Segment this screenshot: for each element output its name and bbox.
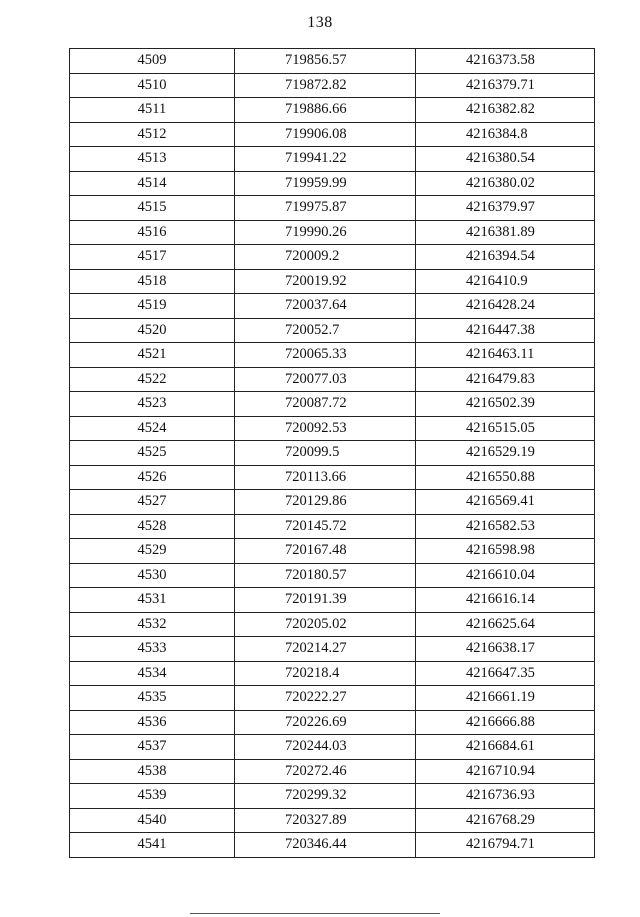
x-coordinate-cell: 720129.86 [235,490,416,515]
point-number-cell: 4514 [70,171,235,196]
table-row [70,392,595,417]
table-row [70,171,595,196]
y-coordinate-cell: 4216447.38 [416,318,595,343]
table-row [70,490,595,515]
table-row [70,318,595,343]
x-coordinate-cell: 720244.03 [235,735,416,760]
point-number-cell: 4509 [70,49,235,74]
x-coordinate-cell: 720087.72 [235,392,416,417]
y-coordinate-cell: 4216569.41 [416,490,595,515]
point-number-cell: 4521 [70,343,235,368]
table-row [70,808,595,833]
y-coordinate-cell: 4216428.24 [416,294,595,319]
point-number-cell: 4539 [70,784,235,809]
x-coordinate-cell: 720205.02 [235,612,416,637]
point-number-cell: 4515 [70,196,235,221]
y-coordinate-cell: 4216625.64 [416,612,595,637]
table-row [70,122,595,147]
x-coordinate-cell: 720222.27 [235,686,416,711]
point-number-cell: 4512 [70,122,235,147]
point-number-cell: 4530 [70,563,235,588]
x-coordinate-cell: 720092.53 [235,416,416,441]
y-coordinate-cell: 4216384.8 [416,122,595,147]
table-row [70,416,595,441]
point-number-cell: 4537 [70,735,235,760]
table-row [70,661,595,686]
table-row [70,539,595,564]
y-coordinate-cell: 4216638.17 [416,637,595,662]
x-coordinate-cell: 720052.7 [235,318,416,343]
table-row [70,147,595,172]
x-coordinate-cell: 720167.48 [235,539,416,564]
point-number-cell: 4516 [70,220,235,245]
y-coordinate-cell: 4216710.94 [416,759,595,784]
y-coordinate-cell: 4216582.53 [416,514,595,539]
x-coordinate-cell: 720272.46 [235,759,416,784]
point-number-cell: 4524 [70,416,235,441]
point-number-cell: 4540 [70,808,235,833]
x-coordinate-cell: 719959.99 [235,171,416,196]
table-row [70,759,595,784]
point-number-cell: 4526 [70,465,235,490]
x-coordinate-cell: 720218.4 [235,661,416,686]
x-coordinate-cell: 720327.89 [235,808,416,833]
point-number-cell: 4513 [70,147,235,172]
y-coordinate-cell: 4216794.71 [416,833,595,858]
table-row [70,833,595,858]
point-number-cell: 4528 [70,514,235,539]
table-row [70,465,595,490]
table-row [70,294,595,319]
x-coordinate-cell: 720019.92 [235,269,416,294]
y-coordinate-cell: 4216736.93 [416,784,595,809]
point-number-cell: 4510 [70,73,235,98]
y-coordinate-cell: 4216768.29 [416,808,595,833]
y-coordinate-cell: 4216502.39 [416,392,595,417]
table-row [70,245,595,270]
y-coordinate-cell: 4216684.61 [416,735,595,760]
point-number-cell: 4527 [70,490,235,515]
y-coordinate-cell: 4216661.19 [416,686,595,711]
y-coordinate-cell: 4216515.05 [416,416,595,441]
table-row [70,220,595,245]
x-coordinate-cell: 720346.44 [235,833,416,858]
x-coordinate-cell: 720113.66 [235,465,416,490]
y-coordinate-cell: 4216529.19 [416,441,595,466]
y-coordinate-cell: 4216380.54 [416,147,595,172]
y-coordinate-cell: 4216379.71 [416,73,595,98]
point-number-cell: 4538 [70,759,235,784]
x-coordinate-cell: 719906.08 [235,122,416,147]
table-row [70,710,595,735]
table-row [70,686,595,711]
x-coordinate-cell: 719941.22 [235,147,416,172]
table-row [70,514,595,539]
y-coordinate-cell: 4216616.14 [416,588,595,613]
x-coordinate-cell: 719975.87 [235,196,416,221]
y-coordinate-cell: 4216380.02 [416,171,595,196]
point-number-cell: 4511 [70,98,235,123]
table-row [70,784,595,809]
y-coordinate-cell: 4216463.11 [416,343,595,368]
point-number-cell: 4519 [70,294,235,319]
table-row [70,49,595,74]
y-coordinate-cell: 4216666.88 [416,710,595,735]
point-number-cell: 4535 [70,686,235,711]
y-coordinate-cell: 4216394.54 [416,245,595,270]
point-number-cell: 4520 [70,318,235,343]
x-coordinate-cell: 719856.57 [235,49,416,74]
point-number-cell: 4541 [70,833,235,858]
y-coordinate-cell: 4216647.35 [416,661,595,686]
y-coordinate-cell: 4216550.88 [416,465,595,490]
y-coordinate-cell: 4216598.98 [416,539,595,564]
bottom-rule [190,913,440,914]
point-number-cell: 4534 [70,661,235,686]
y-coordinate-cell: 4216479.83 [416,367,595,392]
x-coordinate-cell: 720037.64 [235,294,416,319]
x-coordinate-cell: 719872.82 [235,73,416,98]
table-row [70,735,595,760]
point-number-cell: 4529 [70,539,235,564]
coordinate-table [69,48,595,858]
x-coordinate-cell: 720099.5 [235,441,416,466]
point-number-cell: 4518 [70,269,235,294]
point-number-cell: 4536 [70,710,235,735]
coordinate-table-body [70,49,595,858]
table-row [70,441,595,466]
point-number-cell: 4523 [70,392,235,417]
table-row [70,367,595,392]
y-coordinate-cell: 4216382.82 [416,98,595,123]
x-coordinate-cell: 720299.32 [235,784,416,809]
x-coordinate-cell: 720226.69 [235,710,416,735]
x-coordinate-cell: 720077.03 [235,367,416,392]
table-row [70,269,595,294]
table-row [70,563,595,588]
x-coordinate-cell: 720145.72 [235,514,416,539]
y-coordinate-cell: 4216381.89 [416,220,595,245]
point-number-cell: 4533 [70,637,235,662]
x-coordinate-cell: 720180.57 [235,563,416,588]
x-coordinate-cell: 719886.66 [235,98,416,123]
x-coordinate-cell: 719990.26 [235,220,416,245]
point-number-cell: 4522 [70,367,235,392]
point-number-cell: 4532 [70,612,235,637]
y-coordinate-cell: 4216373.58 [416,49,595,74]
table-row [70,343,595,368]
x-coordinate-cell: 720214.27 [235,637,416,662]
x-coordinate-cell: 720009.2 [235,245,416,270]
x-coordinate-cell: 720065.33 [235,343,416,368]
y-coordinate-cell: 4216610.04 [416,563,595,588]
point-number-cell: 4517 [70,245,235,270]
table-row [70,637,595,662]
table-row [70,98,595,123]
point-number-cell: 4531 [70,588,235,613]
table-row [70,588,595,613]
x-coordinate-cell: 720191.39 [235,588,416,613]
page-number: 138 [307,14,333,31]
table-row [70,73,595,98]
point-number-cell: 4525 [70,441,235,466]
table-row [70,196,595,221]
y-coordinate-cell: 4216379.97 [416,196,595,221]
y-coordinate-cell: 4216410.9 [416,269,595,294]
table-row [70,612,595,637]
